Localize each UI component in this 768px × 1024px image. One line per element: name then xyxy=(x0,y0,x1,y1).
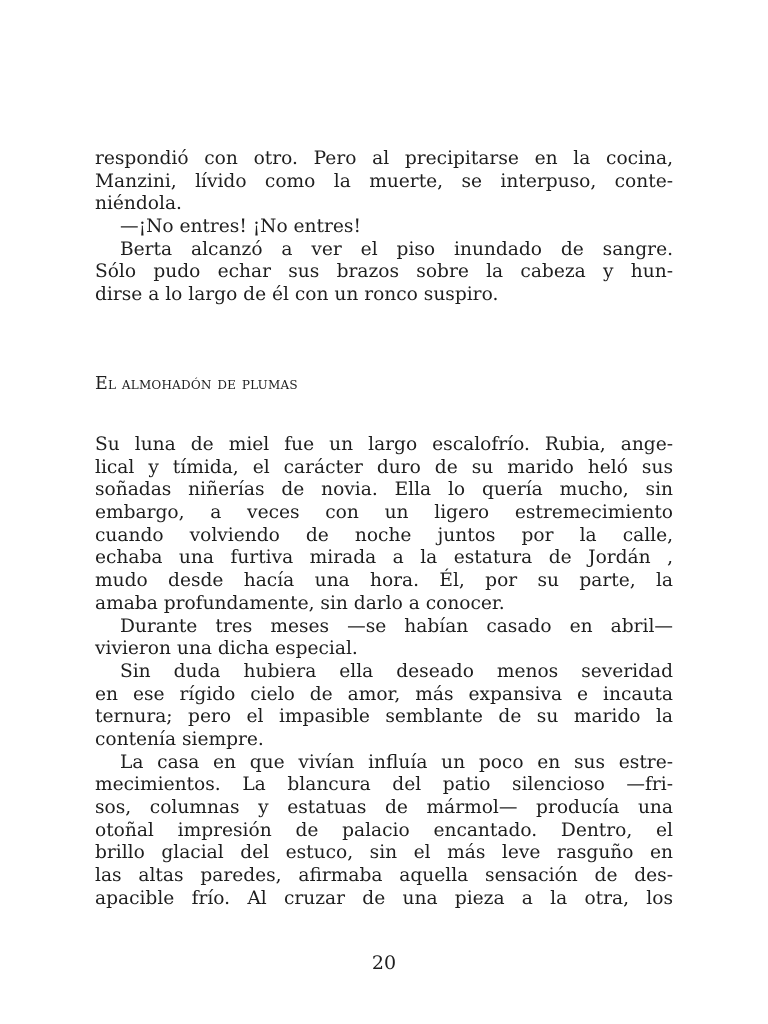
text-line: Su luna de miel fue un largo escalofrío. Rubia, ange- xyxy=(95,434,673,455)
text-line: Sólo pudo echar sus brazos sobre la cabeza y hun- xyxy=(95,261,673,283)
story-body xyxy=(95,434,673,910)
text-line: respondió con otro. Pero al precipitarse en la cocina, xyxy=(95,148,673,169)
previous-story-ending xyxy=(95,148,673,307)
text-line: mecimientos. La blancura del patio silencioso —fri- xyxy=(95,774,673,796)
text-line: mudo desde hacía una hora. Él, por su parte, la xyxy=(95,570,673,592)
text-line: sos, columnas y estatuas de mármol— producía una xyxy=(95,797,673,818)
text-line: Sin duda hubiera ella deseado menos severidad xyxy=(120,660,673,682)
text-line: brillo glacial del estuco, sin el más leve rasguño en xyxy=(95,842,673,864)
story-title: El almohadón de plumas xyxy=(95,374,298,394)
text-line: en ese rígido cielo de amor, más expansiva e incauta xyxy=(95,683,673,705)
page-number: 20 xyxy=(371,952,397,974)
text-line: embargo, a veces con un ligero estremecimiento xyxy=(95,502,673,524)
text-line: vivieron una dicha especial. xyxy=(95,638,358,660)
text-line: echaba una furtiva mirada a la estatura de Jordán , xyxy=(95,547,673,569)
text-line: ternura; pero el impasible semblante de su marido la xyxy=(95,706,673,728)
text-line: Durante tres meses —se habían casado en abril— xyxy=(120,615,673,637)
text-line: soñadas niñerías de novia. Ella lo quería mucho, sin xyxy=(95,479,673,501)
text-line: las altas paredes, afirmaba aquella sensación de des- xyxy=(95,865,673,887)
text-line: cuando volviendo de noche juntos por la calle, xyxy=(95,524,673,546)
text-line: apacible frío. Al cruzar de una pieza a la otra, los xyxy=(95,887,673,909)
text-line: niéndola. xyxy=(95,193,182,215)
text-line: lical y tímida, el carácter duro de su marido heló sus xyxy=(95,456,673,478)
text-line: amaba profundamente, sin darlo a conocer. xyxy=(95,592,505,614)
text-line: contenía siempre. xyxy=(95,728,264,750)
text-line: dirse a lo largo de él con un ronco suspiro. xyxy=(95,284,499,306)
text-line: La casa en que vivían influía un poco en sus estre- xyxy=(120,751,673,773)
text-line: Manzini, lívido como la muerte, se interpuso, conte- xyxy=(95,170,673,192)
dialogue-line: —¡No entres! ¡No entres! xyxy=(120,216,361,238)
text-line: Berta alcanzó a ver el piso inundado de sangre. xyxy=(120,238,673,260)
text-line: otoñal impresión de palacio encantado. Dentro, el xyxy=(95,819,673,841)
